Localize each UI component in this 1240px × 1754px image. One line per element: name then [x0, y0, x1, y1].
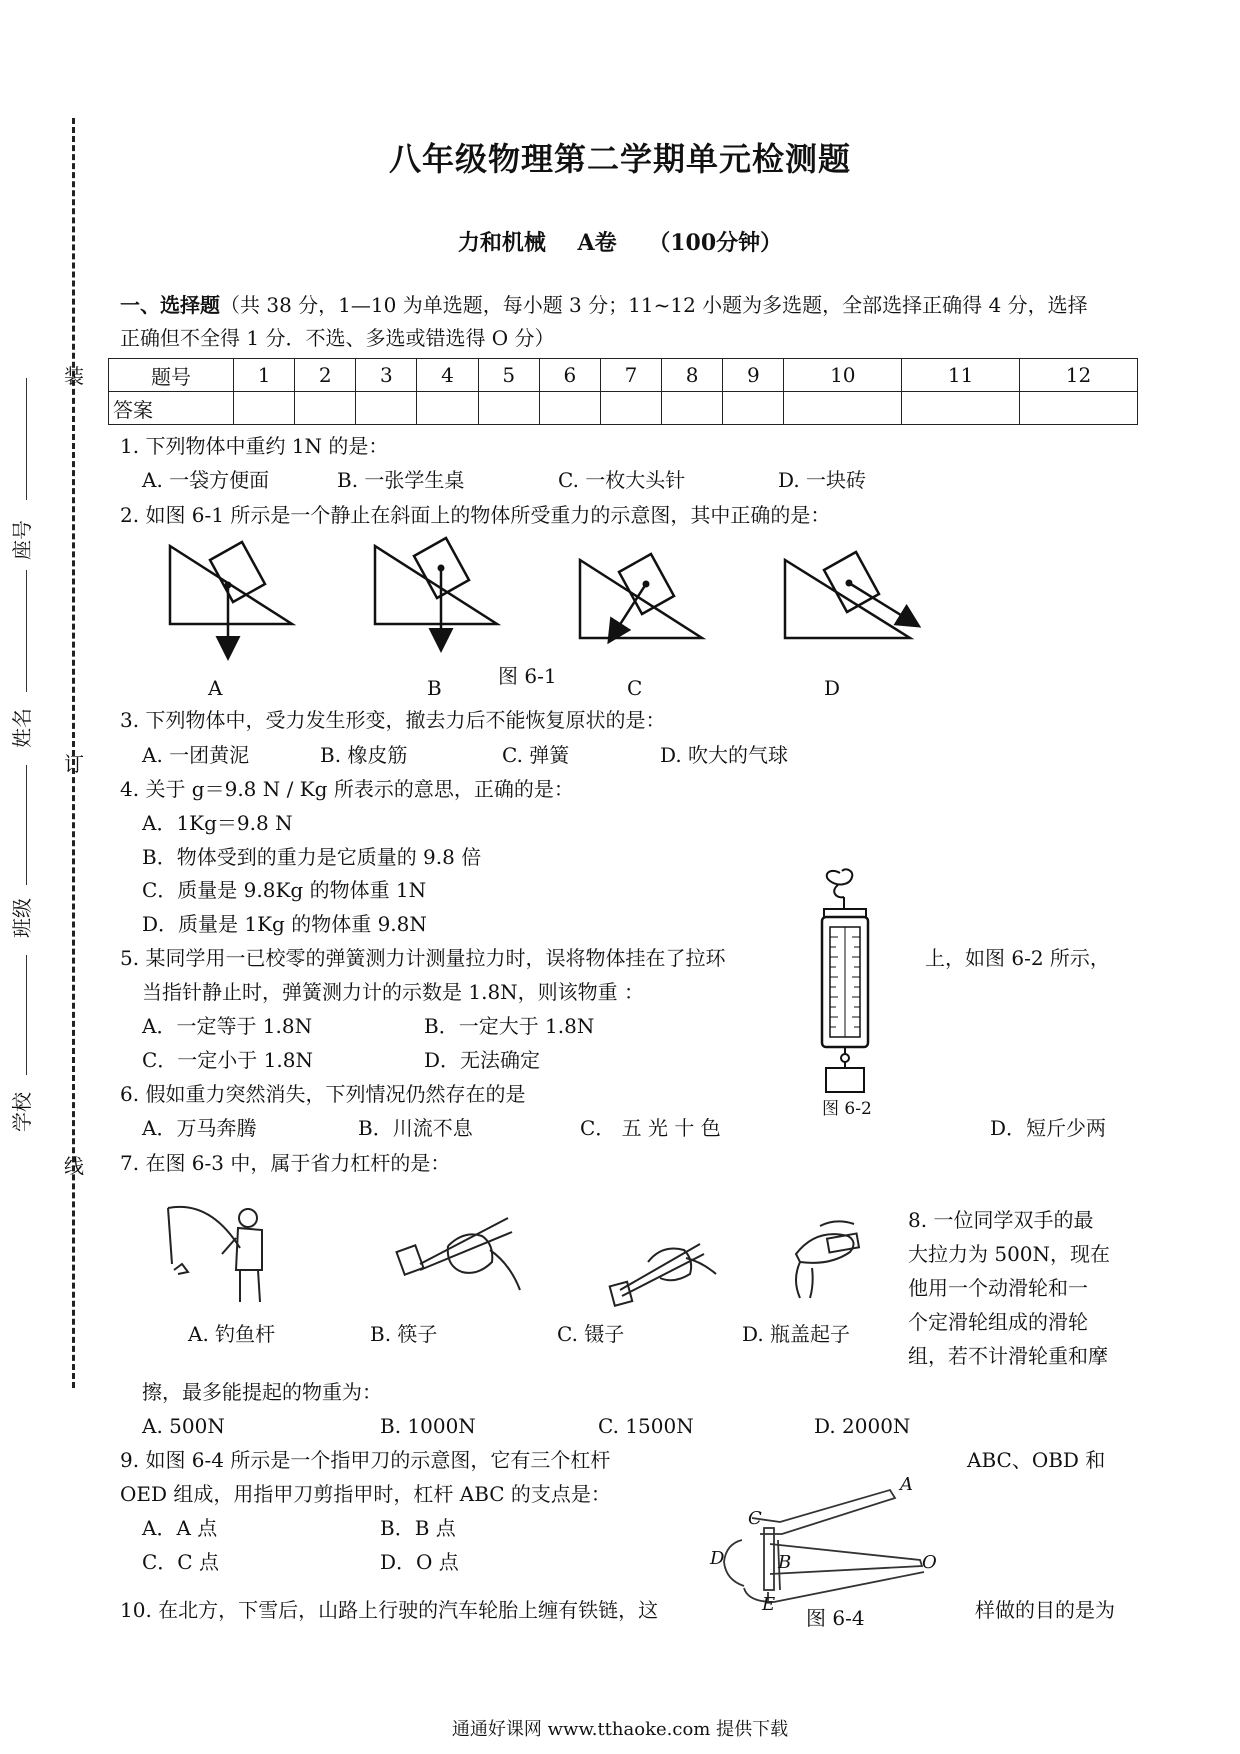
table-row	[109, 359, 1138, 392]
q9-option-d: D．O 点	[380, 1550, 459, 1574]
figure-6-2-caption: 图 6-2	[822, 1099, 872, 1119]
page-footer: 通通好课网 www.tthaoke.com 提供下载	[451, 1719, 789, 1740]
q8-line1: 8. 一位同学双手的最	[908, 1208, 1094, 1232]
q8-option-c: C. 1500N	[598, 1414, 694, 1438]
seat-number-label: 座号	[10, 520, 34, 560]
class-blank[interactable]	[26, 765, 27, 885]
q9-option-c: C．C 点	[142, 1550, 219, 1574]
q3-option-a: A. 一团黄泥	[142, 743, 250, 767]
answer-table	[108, 358, 1138, 425]
figure-6-1-label-b: B	[427, 676, 442, 700]
subtitle-time: （100分钟）	[648, 230, 783, 256]
q3-stem: 3. 下列物体中，受力发生形变，撤去力后不能恢复原状的是：	[120, 708, 666, 732]
table-cell-number: 3	[356, 359, 417, 392]
q1-option-a: A. 一袋方便面	[142, 468, 270, 492]
q9-stem-part1: 9. 如图 6-4 所示是一个指甲刀的示意图，它有三个杠杆	[120, 1448, 611, 1472]
q5-stem-part2: 上，如图 6-2 所示，	[925, 946, 1110, 970]
figure-6-1-a	[170, 542, 292, 656]
q5-option-d: D．无法确定	[424, 1048, 541, 1072]
figure-6-4-point-c: C	[748, 1508, 762, 1529]
q1-option-c: C. 一枚大头针	[558, 468, 686, 492]
table-cell-label: 答案	[109, 392, 234, 425]
q3-option-d: D. 吹大的气球	[660, 743, 789, 767]
subtitle-paper: A卷	[577, 230, 617, 256]
answer-cell[interactable]	[539, 392, 600, 425]
q6-option-b: B．川流不息	[358, 1116, 473, 1140]
q4-option-b: B．物体受到的重力是它质量的 9.8 倍	[142, 845, 482, 869]
q2-stem: 2. 如图 6-1 所示是一个静止在斜面上的物体所受重力的示意图，其中正确的是：	[120, 503, 831, 527]
q8-line5: 组，若不计滑轮重和摩	[908, 1344, 1108, 1368]
q1-option-b: B. 一张学生桌	[337, 468, 465, 492]
figure-6-4-point-d: D	[710, 1548, 725, 1569]
table-cell-number: 12	[1020, 359, 1138, 392]
class-label: 班级	[10, 898, 34, 938]
q9-stem-part2: ABC、OBD 和	[967, 1448, 1106, 1472]
table-cell-number: 9	[723, 359, 784, 392]
q5-option-b: B．一定大于 1.8N	[424, 1014, 595, 1038]
q8-line4: 个定滑轮组成的滑轮	[908, 1310, 1088, 1334]
figure-6-3-label-b: B. 筷子	[370, 1322, 438, 1346]
figure-6-4-caption: 图 6-4	[806, 1606, 865, 1630]
table-cell-number: 5	[478, 359, 539, 392]
figure-6-4-point-o: O	[922, 1552, 937, 1573]
figure-6-1-caption: 图 6-1	[498, 664, 557, 688]
q5-option-c: C．一定小于 1.8N	[142, 1048, 313, 1072]
figure-6-3-label-d: D. 瓶盖起子	[742, 1322, 851, 1346]
table-cell-number: 6	[539, 359, 600, 392]
q6-stem: 6. 假如重力突然消失，下列情况仍然存在的是	[120, 1082, 526, 1106]
q6-option-a: A．万马奔腾	[142, 1116, 257, 1140]
q8-line6: 擦，最多能提起的物重为：	[142, 1380, 382, 1404]
q7-stem: 7. 在图 6-3 中，属于省力杠杆的是：	[120, 1151, 451, 1175]
table-cell-label: 题号	[109, 359, 234, 392]
q8-option-d: D. 2000N	[814, 1414, 911, 1438]
q3-option-c: C. 弹簧	[502, 743, 570, 767]
figure-6-1-label-a: A	[208, 676, 223, 700]
figure-6-2	[800, 865, 890, 1080]
q6-option-d: D．短斤少两	[990, 1116, 1107, 1140]
page-title: 八年级物理第二学期单元检测题	[388, 140, 851, 178]
q5-stem-line2: 当指针静止时，弹簧测力计的示数是 1.8N，则该物重 ：	[142, 980, 645, 1004]
figure-6-3-label-a: A. 钓鱼杆	[188, 1322, 276, 1346]
section1-line1	[120, 292, 1088, 318]
figure-6-4-point-e: E	[762, 1594, 776, 1615]
q9-option-a: A．A 点	[142, 1516, 218, 1540]
answer-cell[interactable]	[600, 392, 661, 425]
school-blank[interactable]	[26, 955, 27, 1075]
section1-desc1: （共 38 分，1—10 为单选题，每小题 3 分；11~12 小题为多选题，全部选择正确得 4 分，选择	[220, 293, 1088, 317]
answer-cell[interactable]	[356, 392, 417, 425]
figure-6-1-c	[580, 554, 702, 640]
figure-6-3-bottle-opener	[796, 1221, 859, 1298]
answer-cell[interactable]	[723, 392, 784, 425]
q8-option-a: A. 500N	[142, 1414, 225, 1438]
figure-6-1-label-c: C	[627, 676, 643, 700]
table-cell-number: 10	[784, 359, 902, 392]
q6-option-c: C． 五 光 十 色	[580, 1116, 721, 1140]
page-subtitle	[0, 226, 1240, 257]
q10-stem-part1: 10. 在北方，下雪后，山路上行驶的汽车轮胎上缠有铁链，这	[120, 1598, 659, 1622]
name-blank[interactable]	[26, 570, 27, 692]
answer-cell[interactable]	[902, 392, 1020, 425]
answer-cell[interactable]	[784, 392, 902, 425]
q1-option-d: D. 一块砖	[778, 468, 867, 492]
table-cell-number: 11	[902, 359, 1020, 392]
school-label: 学校	[10, 1092, 34, 1132]
q10-stem-part2: 样做的目的是为	[975, 1598, 1115, 1622]
table-row	[109, 392, 1138, 425]
table-cell-number: 1	[234, 359, 295, 392]
q1-stem: 1. 下列物体中重约 1N 的是：	[120, 434, 389, 458]
figure-6-1-label-d: D	[824, 676, 841, 700]
q4-option-a: A．1Kg＝9.8 N	[142, 811, 293, 835]
q8-line3: 他用一个动滑轮和一	[908, 1276, 1088, 1300]
answer-cell[interactable]	[234, 392, 295, 425]
table-cell-number: 2	[295, 359, 356, 392]
table-cell-number: 7	[600, 359, 661, 392]
q8-option-b: B. 1000N	[380, 1414, 476, 1438]
answer-cell[interactable]	[417, 392, 478, 425]
answer-cell[interactable]	[295, 392, 356, 425]
q5-stem-part1: 5. 某同学用一已校零的弹簧测力计测量拉力时，误将物体挂在了拉环	[120, 946, 726, 970]
q4-option-c: C．质量是 9.8Kg 的物体重 1N	[142, 878, 427, 902]
figure-6-3-tweezers	[610, 1244, 716, 1306]
section1-desc2: 正确但不全得 1 分．不选、多选或错选得 O 分）	[120, 326, 555, 350]
figure-6-1-d	[785, 552, 917, 638]
table-cell-number: 8	[662, 359, 723, 392]
figure-6-3-label-c: C. 镊子	[557, 1322, 625, 1346]
subtitle-unit: 力和机械	[457, 230, 546, 256]
q5-option-a: A．一定等于 1.8N	[142, 1014, 313, 1038]
name-label: 姓名	[10, 708, 34, 748]
seat-number-blank[interactable]	[26, 378, 27, 500]
binding-char-xian: 线	[64, 1154, 84, 1178]
figure-6-4-point-b: B	[778, 1552, 792, 1573]
answer-cell[interactable]	[1020, 392, 1138, 425]
binding-char-ding: 订	[64, 752, 84, 776]
section1-heading: 一、选择题	[120, 293, 220, 317]
figure-6-3-chopsticks	[396, 1218, 520, 1290]
q3-option-b: B. 橡皮筋	[320, 743, 408, 767]
figure-6-3-fishing-rod	[168, 1207, 262, 1302]
binding-char-zhuang: 装	[64, 364, 84, 388]
table-cell-number: 4	[417, 359, 478, 392]
answer-cell[interactable]	[478, 392, 539, 425]
figure-6-1-b	[375, 538, 497, 648]
figure-6-4-point-a: A	[900, 1474, 913, 1495]
q4-option-d: D．质量是 1Kg 的物体重 9.8N	[142, 912, 427, 936]
q4-stem: 4. 关于 g＝9.8 N / Kg 所表示的意思，正确的是：	[120, 777, 574, 801]
q9-option-b: B．B 点	[380, 1516, 456, 1540]
answer-cell[interactable]	[662, 392, 723, 425]
q8-line2: 大拉力为 500N，现在	[908, 1242, 1111, 1266]
q9-stem-line2: OED 组成，用指甲刀剪指甲时，杠杆 ABC 的支点是：	[120, 1482, 611, 1506]
